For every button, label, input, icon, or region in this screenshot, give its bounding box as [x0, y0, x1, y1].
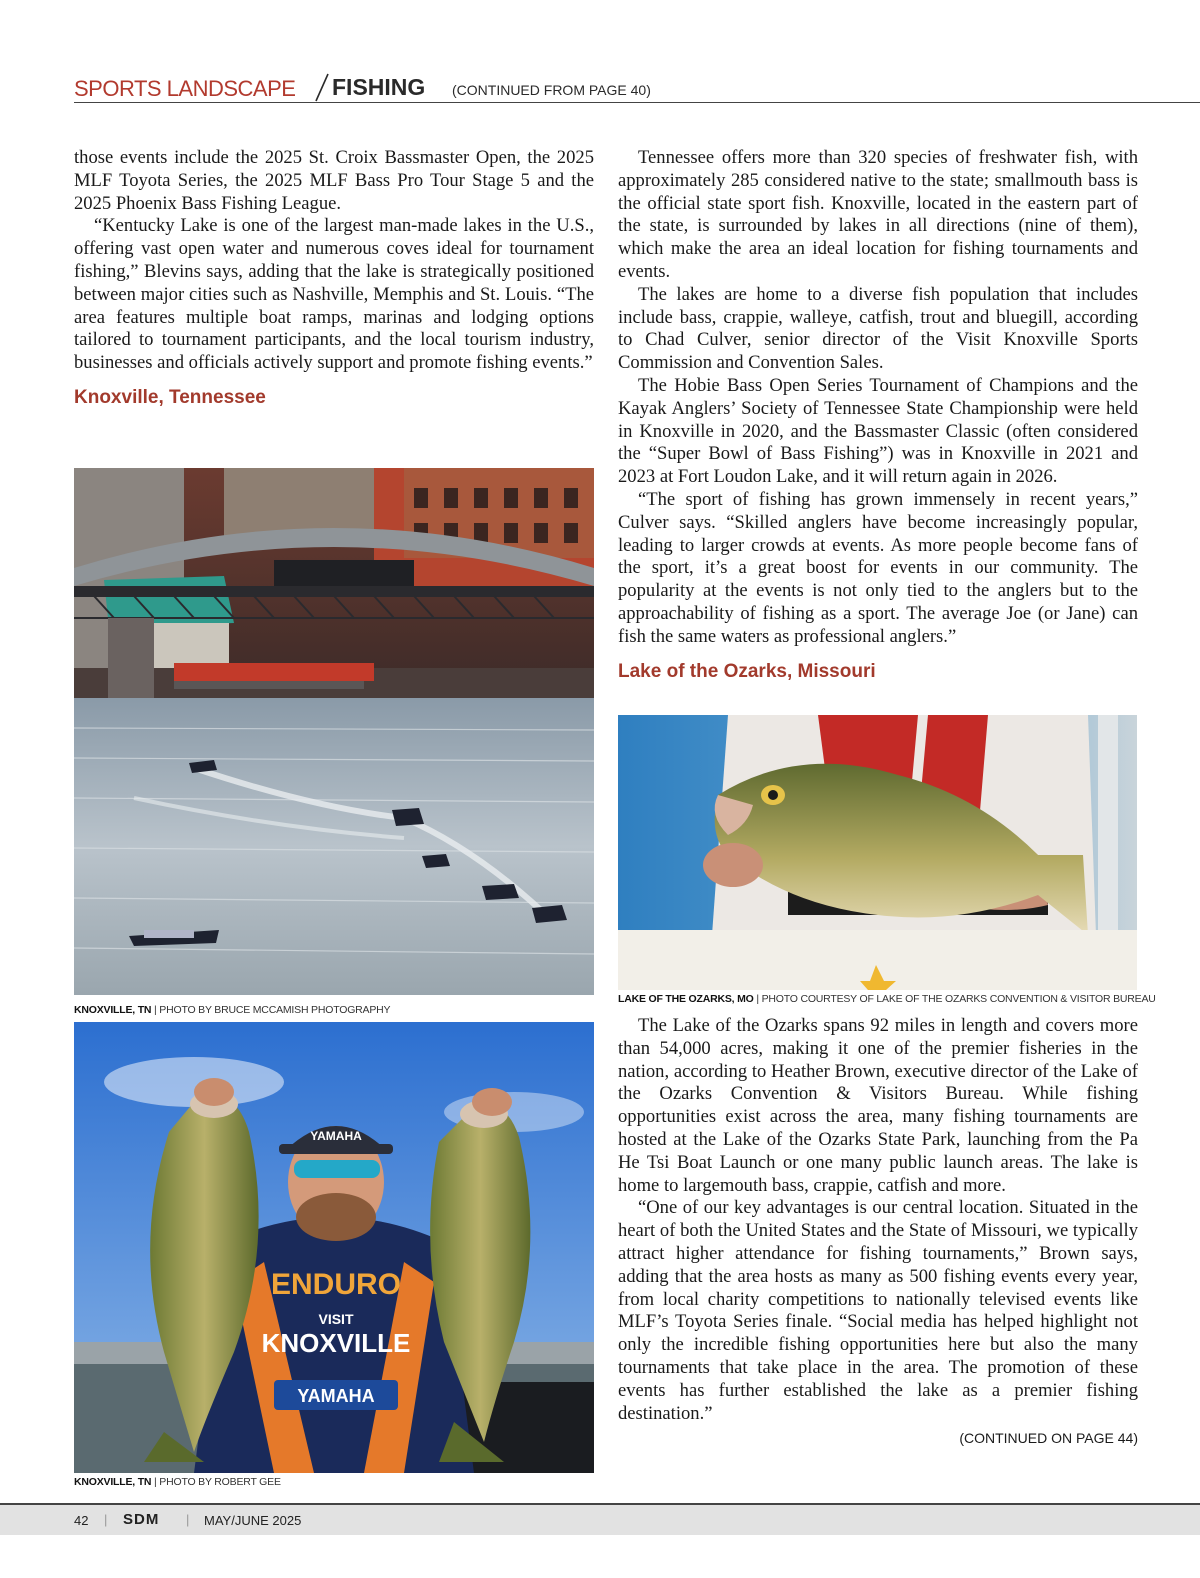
- caption-knoxville-river: [74, 1004, 390, 1016]
- caption-separator: |: [154, 1004, 157, 1016]
- slash-divider: [312, 72, 332, 102]
- section-label: SPORTS LANDSCAPE: [74, 76, 296, 101]
- jersey-visit-text: VISIT: [318, 1311, 354, 1327]
- caption-separator: |: [756, 993, 759, 1005]
- caption-credit: PHOTO BY BRUCE MCCAMISH PHOTOGRAPHY: [159, 1004, 391, 1016]
- caption-credit: PHOTO COURTESY OF LAKE OF THE OZARKS CONVENTION & VISITOR BUREAU: [761, 993, 1156, 1005]
- paragraph: “The sport of fishing has grown immensely in recent years,” Culver says. “Skilled anglers have become increasingly popular, leading to larger crowds at events. As more people become fans of the sport, it’s a great boost for events in our community. The popularity at the events is not only tied to the anglers but to the approachability of fishing as a sport. The average Joe (or Jane) can fish the same waters as professional anglers.”: [618, 488, 1138, 647]
- caption-ozarks-bass: [618, 993, 1156, 1005]
- caption-location: LAKE OF THE OZARKS, MO: [618, 993, 754, 1005]
- caption-location: KNOXVILLE, TN: [74, 1476, 152, 1488]
- cap-logo-text: YAMAHA: [310, 1129, 362, 1143]
- issue-date: MAY/JUNE 2025: [204, 1513, 302, 1528]
- continued-on: (CONTINUED ON PAGE 44): [959, 1430, 1138, 1447]
- topic-label: FISHING: [332, 74, 426, 100]
- jersey-yamaha-text: YAMAHA: [297, 1386, 375, 1406]
- right-column-top: [618, 147, 1138, 693]
- continued-from: (CONTINUED FROM PAGE 40): [452, 82, 651, 98]
- left-column: [74, 147, 594, 419]
- footer-separator: |: [186, 1512, 190, 1527]
- caption-knoxville-angler: [74, 1476, 281, 1488]
- photo-knoxville-river: [74, 468, 594, 995]
- paragraph: Tennessee offers more than 320 species of freshwater fish, with approximately 285 considered native to the state; smallmouth bass is the official state sport fish. Knoxville, located in the eastern part of the state, is surrounded by lakes in all directions (nine of them), which make the area an ideal location for fishing tournaments and events.: [618, 147, 1138, 282]
- subhead-ozarks: Lake of the Ozarks, Missouri: [618, 660, 876, 682]
- page-header: [74, 72, 1200, 103]
- jersey-enduro-text: ENDURO: [270, 1268, 402, 1301]
- paragraph: The Lake of the Ozarks spans 92 miles in length and covers more than 54,000 acres, making it one of the premier fisheries in the nation, according to Heather Brown, executive director of the Lake of the Ozarks Convention & Visitors Bureau. While fishing opportunities exist across the area, many fishing tournaments are hosted at the Lake of the Ozarks State Park, launching from the Pa He Tsi Boat Launch or one many public launch areas. The lake is home to largemouth bass, crappie, catfish and more.: [618, 1015, 1138, 1196]
- page-footer: [0, 1503, 1200, 1535]
- footer-separator: |: [104, 1512, 108, 1527]
- magazine-logo: SDM: [123, 1511, 160, 1528]
- photo-ozarks-bass: [618, 715, 1137, 990]
- paragraph: “One of our key advantages is our central location. Situated in the heart of both the United States and the State of Missouri, we typically attract higher attendance for fishing tournaments,” Brown says, adding that the area hosts as many as 500 fishing events every year, from local charity competitions to nationally televised events like MLF’s Toyota Series finale. “Social media has helped highlight not only the incredible fishing opportunities here but also the many tournaments that take place in the area. The promotion of these events has further established the lake as a premier fishing destination.”: [618, 1197, 1138, 1424]
- page-number: 42: [74, 1513, 89, 1528]
- paragraph: “Kentucky Lake is one of the largest man-made lakes in the U.S., offering vast open water and numerous coves ideal for tournament fishing,” Blevins says, adding that the lake is strategically positioned between major cities such as Nashville, Memphis and St. Louis. “The area features multiple boat ramps, marinas and lodging options tailored to tournament participants, and the local tourism industry, businesses and officials actively support and promote fishing events.”: [74, 215, 594, 374]
- caption-credit: PHOTO BY ROBERT GEE: [159, 1476, 281, 1488]
- jersey-knoxville-text: KNOXVILLE: [261, 1328, 411, 1358]
- paragraph: The lakes are home to a diverse fish population that includes include bass, crappie, walleye, catfish, trout and bluegill, according to Chad Culver, senior director of the Visit Knoxville Sports Commission and Convention Sales.: [618, 283, 1138, 374]
- caption-separator: |: [154, 1476, 157, 1488]
- right-column-bottom: [618, 1015, 1138, 1450]
- paragraph: those events include the 2025 St. Croix Bassmaster Open, the 2025 MLF Toyota Series, the 2025 MLF Bass Pro Tour Stage 5 and the 2025 Phoenix Bass Fishing League.: [74, 147, 594, 214]
- caption-location: KNOXVILLE, TN: [74, 1004, 152, 1016]
- photo-knoxville-angler: [74, 1022, 594, 1473]
- subhead-knoxville: Knoxville, Tennessee: [74, 386, 266, 408]
- paragraph: The Hobie Bass Open Series Tournament of Champions and the Kayak Anglers’ Society of Tennessee State Championship were held in Knoxville in 2020, and the Bassmaster Classic (often considered the “Super Bowl of Bass Fishing”) was in Knoxville in 2021 and 2023 at Fort Loudon Lake, and it will return again in 2026.: [618, 374, 1138, 488]
